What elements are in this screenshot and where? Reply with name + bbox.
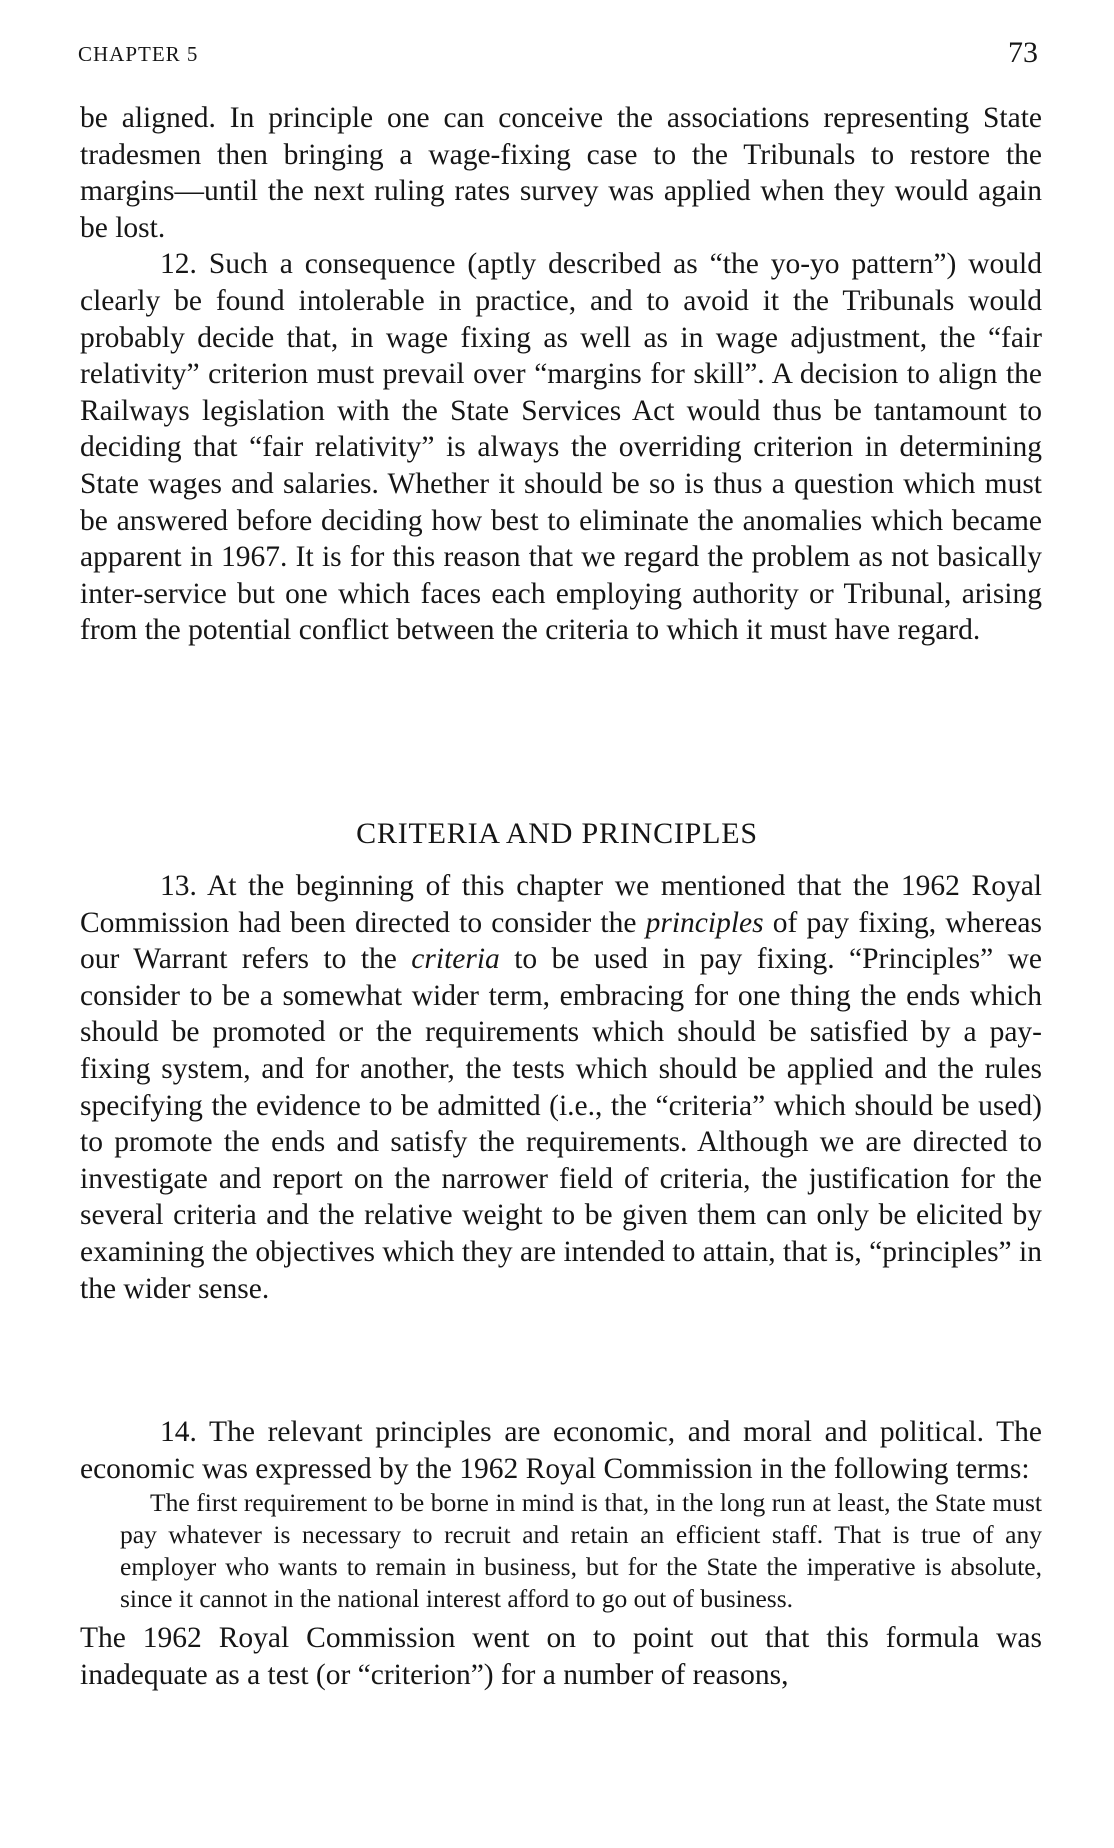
paragraph-13 [80,868,1042,1307]
chapter-label: CHAPTER 5 [78,42,199,66]
text-block-bottom [80,1414,1042,1694]
text-block-middle [80,868,1042,1307]
block-quote-text: The first requirement to be borne in mind is that, in the long run at least, the State must pay whatever is necessary to recruit and retain an efficient staff. That is true of any employer who wants to remain in business, but for the State the imperative is absolute, since it cannot in the national interest afford to go out of business. [120,1488,1042,1613]
paragraph-14: 14. The relevant principles are economic, and moral and political. The economic was expressed by the 1962 Royal Commission in the following terms: [80,1416,1042,1485]
emphasis-principles: principles [645,906,764,939]
paragraph-13-part-2: of pay fixing, whereas our Warrant refers to the [80,906,1042,976]
paragraph-13-part-1: 13. At the beginning of this chapter we mentioned that the 1962 Royal Commission had been directed to consider the [80,870,1042,939]
section-heading: CRITERIA AND PRINCIPLES [356,817,758,850]
paragraph-after-quote: The 1962 Royal Commission went on to point out that this formula was inadequate as a test (or “criterion”) for a number of reasons, [80,1622,1042,1691]
page-number: 73 [1008,36,1038,69]
block-quote [120,1487,1042,1614]
paragraph-12: 12. Such a consequence (aptly described as “the yo-yo pattern”) would clearly be found intolerable in practice, and to avoid it the Tribunals would probably decide that, in wage fixing as well as in wage adjustment, the “fair relativity” criterion must prevail over “margins for skill”. A decision to align the Railways legislation with the State Services Act would thus be tantamount to deciding that “fair relativity” is always the overriding criterion in determining State wages and salaries. Whether it should be so is thus a question which must be answered before deciding how best to eliminate the anomalies which became apparent in 1967. It is for this reason that we regard the problem as not basically inter-service but one which faces each employing authority or Tribunal, arising from the potential conflict between the criteria to which it must have regard. [80,248,1042,647]
paragraph-continued: be aligned. In principle one can conceive the associations representing State tradesmen then bringing a wage-fixing case to the Tribunals to restore the margins—until the next ruling rates survey was applied when they would again be lost. [80,102,1042,244]
emphasis-criteria: criteria [411,943,500,976]
paragraph-13-part-3: to be used in pay fixing. “Principles” we consider to be a somewhat wider term, embracing for one thing the ends which should be promoted or the requirements which should be satisfied by a pay-fixing system, and for another, the tests which should be applied and the rules specifying the evidence to be admitted (i.e., the “criteria” which should be used) to promote the ends and satisfy the requirements. Although we are directed to investigate and report on the narrower field of criteria, the justification for the several criteria and the relative weight to be given them can only be elicited by examining the objectives which they are intended to attain, that is, “principles” in the wider sense. [80,943,1042,1305]
running-header [78,36,1038,72]
text-block-top [80,100,1042,649]
